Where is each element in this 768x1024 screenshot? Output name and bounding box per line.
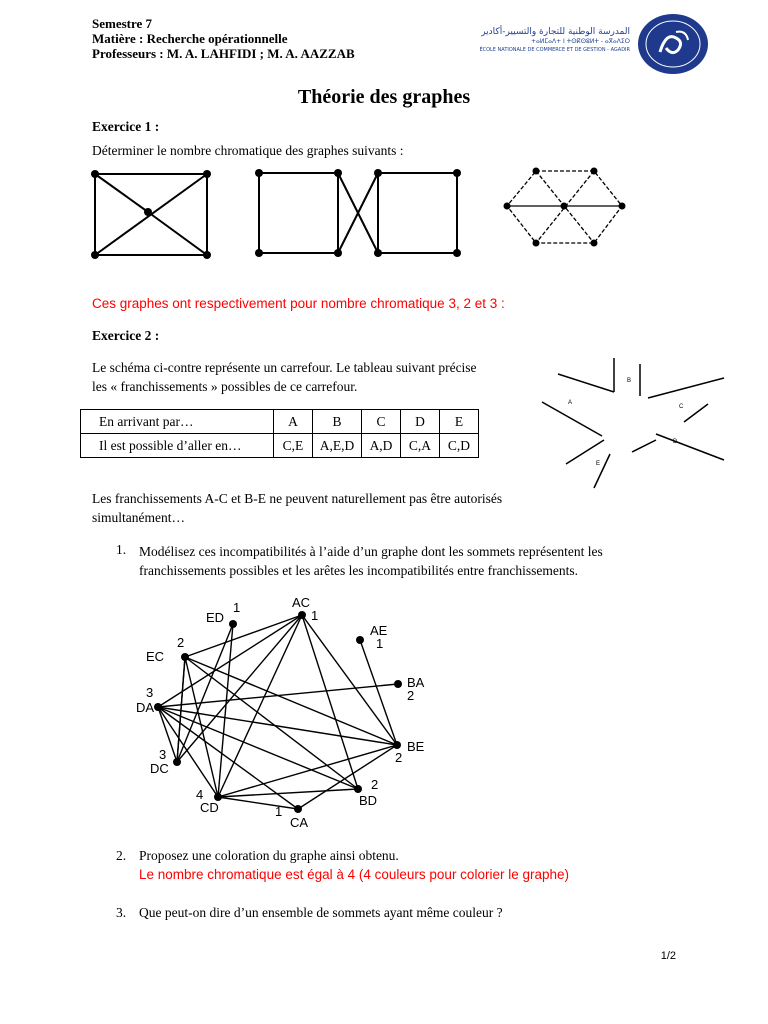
exercise-2-note: [92, 489, 502, 527]
question-2-answer: Le nombre chromatique est égal à 4 (4 couleurs pour colorier le graphe): [139, 867, 569, 882]
vertex-color-ac: 1: [311, 608, 319, 623]
table-cell: E: [440, 410, 479, 434]
vertex-label-bd: BD: [359, 793, 378, 808]
vertex-dc: [173, 758, 181, 766]
school-name-block: [420, 28, 630, 55]
vertex-color-bd: 2: [371, 777, 379, 792]
road-label-b: B: [627, 378, 632, 384]
subject-line: Matière : Recherche opérationnelle: [92, 31, 288, 46]
vertex-color-ba: 2: [407, 688, 415, 703]
incompatibility-graph: [130, 592, 440, 828]
question-3-text: Que peut-on dire d’un ensemble de sommets ayant même couleur ?: [139, 905, 503, 920]
vertex-label-ed: ED: [206, 610, 225, 625]
graph-1-diagram: [86, 166, 216, 262]
table-cell: D: [401, 410, 440, 434]
vertex-color-dc: 3: [159, 747, 167, 762]
vertex-bd: [354, 785, 362, 793]
table-cell: C: [362, 410, 401, 434]
table-cell: C,A: [401, 434, 440, 458]
crossroad-diagram: [536, 356, 732, 492]
exercise-1-heading: Exercice 1 :: [92, 119, 160, 134]
table-cell: A: [274, 410, 313, 434]
vertex-ba: [394, 680, 402, 688]
vertex-label-dc: DC: [150, 761, 169, 776]
vertex-color-ed: 1: [233, 600, 241, 615]
table-cell: En arrivant par…: [81, 410, 274, 434]
question-2-number: 2.: [116, 848, 127, 863]
question-1-text: [139, 542, 603, 580]
question-1-number: 1.: [116, 542, 127, 557]
vertex-label-da: DA: [136, 700, 155, 715]
graph-2-diagram: [252, 166, 464, 260]
vertex-ec: [181, 653, 189, 661]
table-cell: Il est possible d’aller en…: [81, 434, 274, 458]
vertex-color-be: 2: [395, 750, 403, 765]
vertex-color-ec: 2: [177, 635, 185, 650]
page-number: 1/2: [660, 950, 676, 962]
table-cell: C,D: [440, 434, 479, 458]
page-title: Théorie des graphes: [297, 86, 471, 108]
table-cell: A,D: [362, 434, 401, 458]
graph-3-diagram: [498, 164, 630, 252]
table-row: [81, 434, 479, 458]
crossings-table: [80, 409, 479, 458]
road-label-c: C: [679, 404, 684, 410]
exercise-1-answer: Ces graphes ont respectivement pour nombre chromatique 3, 2 et 3 :: [92, 296, 505, 311]
table-row: [81, 410, 479, 434]
road-label-d: D: [673, 439, 678, 445]
school-logo-icon: [636, 12, 710, 76]
vertex-label-be: BE: [407, 739, 425, 754]
question-1-line-1: Modélisez ces incompatibilités à l’aide d’un graphe dont les sommets représentent les: [139, 544, 603, 559]
vertex-label-ec: EC: [146, 649, 165, 664]
vertex-label-ca: CA: [290, 815, 309, 828]
vertex-ca: [294, 805, 302, 813]
vertex-label-ba: BA: [407, 675, 425, 690]
exercise-2-intro: [92, 358, 477, 396]
table-cell: B: [313, 410, 362, 434]
question-2-text: Proposez une coloration du graphe ainsi obtenu.: [139, 848, 399, 863]
question-3-number: 3.: [116, 905, 127, 920]
semester-line: Semestre 7: [92, 16, 153, 31]
road-label-e: E: [596, 461, 601, 467]
vertex-label-cd: CD: [200, 800, 219, 815]
vertex-label-ac: AC: [292, 595, 311, 610]
vertex-be: [393, 741, 401, 749]
vertex-ac: [298, 611, 306, 619]
question-1-line-2: franchissements possibles et les arêtes les incompatibilités entre franchissements.: [139, 563, 579, 578]
exercise-1-prompt: Déterminer le nombre chromatique des graphes suivants :: [92, 143, 404, 158]
intro-line-2: les « franchissements » possibles de ce carrefour.: [92, 379, 358, 394]
note-line-1: Les franchissements A-C et B-E ne peuvent naturellement pas être autorisés: [92, 491, 503, 506]
school-name-french: ÉCOLE NATIONALE DE COMMERCE ET DE GESTION - AGADIR: [479, 47, 630, 53]
exercise-2-heading: Exercice 2 :: [92, 328, 160, 343]
vertex-label-ae: AE: [370, 623, 388, 638]
vertex-color-cd: 4: [196, 787, 204, 802]
intro-line-1: Le schéma ci-contre représente un carrefour. Le tableau suivant précise: [92, 360, 477, 375]
road-label-a: A: [568, 400, 573, 406]
note-line-2: simultanément…: [92, 510, 185, 525]
vertex-ed: [229, 620, 237, 628]
vertex-color-ca: 1: [275, 804, 283, 819]
vertex-da: [154, 703, 162, 711]
vertex-ae: [356, 636, 364, 644]
table-cell: A,E,D: [313, 434, 362, 458]
vertex-color-ae: 1: [376, 636, 384, 651]
professors-line: Professeurs : M. A. LAHFIDI ; M. A. AAZZAB: [92, 46, 355, 61]
school-name-arabic: المدرسة الوطنية للتجارة والتسيير-أكادير: [481, 27, 630, 37]
school-name-tifinagh: +ⴰⵍⵎⴰⴷ+ ⵏ ⵜⵙⴽⵙⵓⵍⵜ - ⴰⴳⴰⴷⵉⵔ: [530, 38, 630, 45]
table-cell: C,E: [274, 434, 313, 458]
document-header: [92, 16, 355, 61]
vertex-color-da: 3: [146, 685, 154, 700]
